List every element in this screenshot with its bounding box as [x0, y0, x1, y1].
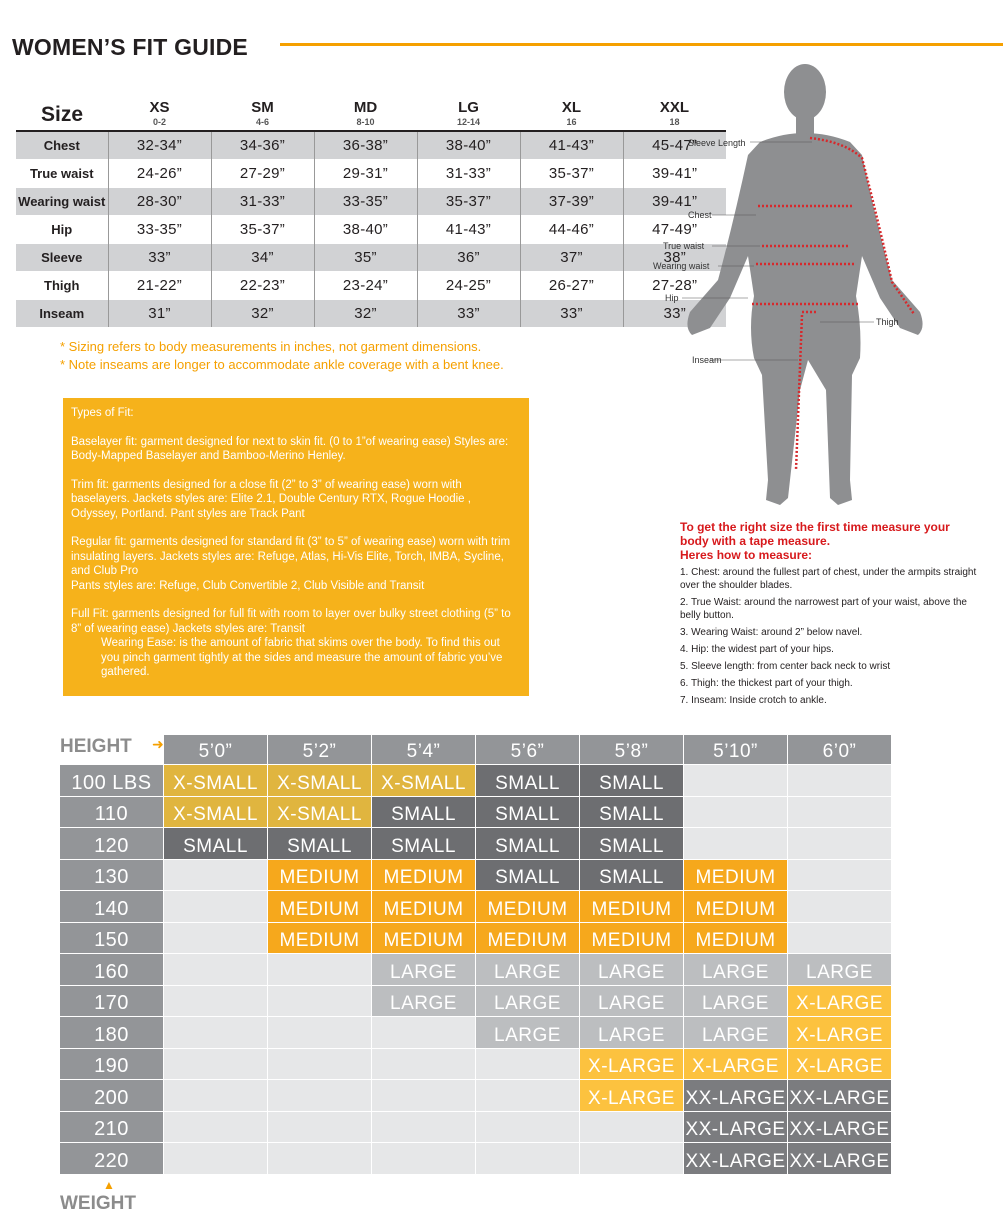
size-cell: 36-38”: [314, 131, 417, 160]
weight-row-header: 190: [60, 1049, 163, 1080]
size-row-label: Wearing waist: [16, 188, 108, 216]
size-cell: 33”: [623, 300, 726, 328]
size-grid-cell: LARGE: [476, 986, 579, 1017]
size-grid-cell: [476, 1049, 579, 1080]
size-row: [16, 244, 726, 272]
height-column-header: 5’4”: [372, 735, 475, 764]
size-grid-cell: X-LARGE: [788, 986, 891, 1017]
size-cell: 37”: [520, 244, 623, 272]
size-numeric: 8-10: [356, 117, 375, 127]
page-title: WOMEN’S FIT GUIDE: [12, 34, 248, 60]
size-grid-cell: X-SMALL: [268, 797, 371, 828]
size-grid-cell: SMALL: [164, 828, 267, 859]
size-grid-cell: LARGE: [684, 954, 787, 985]
weight-row-header: 150: [60, 923, 163, 954]
fit-wearing-ease: Wearing Ease: is the amount of fabric that skims over the body. To find this out you pinch garment tightly at the sides and measure the amount of fabric you’ve gathered.: [101, 637, 503, 678]
size-numeric: 0-2: [152, 117, 166, 127]
size-row: [16, 188, 726, 216]
size-grid-cell: [788, 891, 891, 922]
size-grid-cell: MEDIUM: [476, 923, 579, 954]
size-grid-cell: LARGE: [684, 1017, 787, 1048]
size-grid-cell: [684, 828, 787, 859]
size-cell: 33”: [417, 300, 520, 328]
size-row: [16, 131, 726, 160]
size-grid-cell: [164, 1112, 267, 1143]
size-grid-cell: MEDIUM: [268, 860, 371, 891]
size-cell: 23-24”: [314, 272, 417, 300]
weight-row-header: 110: [60, 797, 163, 828]
size-header-label: Size: [40, 103, 84, 126]
size-grid-cell: [684, 797, 787, 828]
size-grid-cell: [788, 828, 891, 859]
size-grid-cell: LARGE: [476, 1017, 579, 1048]
size-grid-cell: [788, 923, 891, 954]
size-grid-cell: [372, 1049, 475, 1080]
measure-step: 1. Chest: around the fullest part of chest, under the armpits straight over the shoulder blades.: [680, 567, 977, 591]
fit-regular-pants: Pants styles are: Refuge, Club Convertible 2, Club Visible and Transit: [71, 579, 425, 592]
size-grid-cell: X-LARGE: [580, 1049, 683, 1080]
weight-row-header: 180: [60, 1017, 163, 1048]
weight-row-header: 160: [60, 954, 163, 985]
size-grid-cell: SMALL: [580, 860, 683, 891]
size-row: [16, 160, 726, 188]
measure-step: 6. Thigh: the thickest part of your thigh.: [680, 678, 853, 689]
size-grid-cell: LARGE: [372, 954, 475, 985]
measure-step: 5. Sleeve length: from center back neck to wrist: [680, 661, 891, 672]
size-grid-cell: SMALL: [580, 765, 683, 796]
size-grid-cell: [268, 954, 371, 985]
fit-regular: Regular fit: garments designed for standard fit (3” to 5” of wearing ease) worn with trim insulating layers. Jackets styles are: Refuge, Atlas, Hi-Vis Elite, Torch, IMBA, Sycline, and Club Pro: [71, 536, 511, 577]
height-axis-label: HEIGHT: [60, 736, 132, 757]
title-rule: [280, 43, 1003, 46]
size-numeric: 4-6: [255, 117, 269, 127]
size-grid-cell: [164, 1143, 267, 1174]
size-grid-cell: X-LARGE: [580, 1080, 683, 1111]
body-silhouette-icon: [630, 60, 980, 530]
size-grid-cell: [788, 797, 891, 828]
label-sleeve-length: Sleeve Length: [688, 138, 746, 148]
size-row-label: Hip: [16, 216, 108, 244]
measure-intro: To get the right size the first time measure your body with a tape measure.: [680, 520, 950, 548]
size-grid-cell: SMALL: [476, 765, 579, 796]
size-cell: 29-31”: [314, 160, 417, 188]
arrow-right-icon: ➜: [152, 736, 164, 752]
size-grid-cell: MEDIUM: [268, 891, 371, 922]
size-grid-cell: XX-LARGE: [684, 1112, 787, 1143]
size-grid-cell: LARGE: [372, 986, 475, 1017]
size-grid-cell: [164, 1017, 267, 1048]
size-cell: 24-26”: [108, 160, 211, 188]
height-column-header: 5’8”: [580, 735, 683, 764]
size-name: SM: [251, 99, 274, 116]
size-grid-cell: [268, 1049, 371, 1080]
size-cell: 27-28”: [623, 272, 726, 300]
size-grid-cell: [164, 1080, 267, 1111]
measure-how: Heres how to measure:: [680, 548, 813, 562]
fit-trim: Trim fit: garments designed for a close fit (2” to 3” of wearing ease) worn with baselayers. Jackets styles are: Elite 2.1, Double Century RTX, Rogue Hoodie , Odyssey, Portland. Pant styles are Track Pant: [71, 478, 471, 520]
size-grid-cell: [268, 1112, 371, 1143]
size-cell: 38-40”: [314, 216, 417, 244]
size-grid-cell: X-SMALL: [268, 765, 371, 796]
size-row: [16, 272, 726, 300]
size-row-label: Chest: [16, 131, 108, 160]
size-col-md: [314, 100, 417, 131]
size-cell: 37-39”: [520, 188, 623, 216]
size-grid-cell: LARGE: [788, 954, 891, 985]
weight-row-header: 140: [60, 891, 163, 922]
size-cell: 26-27”: [520, 272, 623, 300]
size-col-xs: [108, 100, 211, 131]
size-cell: 35”: [314, 244, 417, 272]
measure-step: 3. Wearing Waist: around 2” below navel.: [680, 627, 863, 638]
size-grid-cell: SMALL: [580, 797, 683, 828]
measure-step: 7. Inseam: Inside crotch to ankle.: [680, 695, 827, 706]
size-grid-cell: [476, 1143, 579, 1174]
size-cell: 41-43”: [417, 216, 520, 244]
size-numeric: 16: [566, 117, 577, 127]
size-cell: 32”: [211, 300, 314, 328]
size-grid-cell: [372, 1080, 475, 1111]
height-column-header: 5’2”: [268, 735, 371, 764]
weight-axis-label: WEIGHT: [60, 1193, 136, 1214]
size-grid-cell: X-LARGE: [684, 1049, 787, 1080]
size-grid-cell: MEDIUM: [580, 891, 683, 922]
size-grid-cell: XX-LARGE: [788, 1143, 891, 1174]
size-cell: 35-37”: [520, 160, 623, 188]
size-grid-cell: MEDIUM: [580, 923, 683, 954]
measure-step: 4. Hip: the widest part of your hips.: [680, 644, 834, 655]
fit-full: Full Fit: garments designed for full fit with room to layer over bulky street clothing (5” to 8” of wearing ease) Jackets styles are: Transit: [71, 608, 511, 635]
size-grid-cell: SMALL: [580, 828, 683, 859]
label-inseam: Inseam: [692, 355, 722, 365]
size-name: XXL: [659, 99, 690, 116]
size-grid-cell: [164, 954, 267, 985]
label-hip: Hip: [665, 293, 679, 303]
size-cell: 38-40”: [417, 131, 520, 160]
size-cell: 39-41”: [623, 188, 726, 216]
size-grid-cell: SMALL: [372, 828, 475, 859]
size-grid-cell: [476, 1080, 579, 1111]
size-grid-cell: [268, 1017, 371, 1048]
size-grid-cell: [268, 1080, 371, 1111]
weight-row-header: 220: [60, 1143, 163, 1174]
size-cell: 31”: [108, 300, 211, 328]
size-grid-cell: XX-LARGE: [788, 1080, 891, 1111]
size-grid-cell: LARGE: [580, 986, 683, 1017]
weight-row-header: 120: [60, 828, 163, 859]
size-cell: 21-22”: [108, 272, 211, 300]
size-row: [16, 216, 726, 244]
height-column-header: 6’0”: [788, 735, 891, 764]
size-numeric: 18: [669, 117, 680, 127]
label-thigh: Thigh: [876, 317, 899, 327]
body-figure: [630, 60, 980, 530]
size-grid-cell: MEDIUM: [476, 891, 579, 922]
height-column-header: 5’0”: [164, 735, 267, 764]
size-grid-cell: X-SMALL: [164, 765, 267, 796]
size-grid-cell: [164, 1049, 267, 1080]
size-cell: 38”: [623, 244, 726, 272]
size-grid-cell: [268, 1143, 371, 1174]
size-grid-cell: [580, 1112, 683, 1143]
size-grid-cell: [684, 765, 787, 796]
size-grid-cell: XX-LARGE: [684, 1143, 787, 1174]
height-column-header: 5’10”: [684, 735, 787, 764]
size-cell: 35-37”: [417, 188, 520, 216]
size-grid-cell: [476, 1112, 579, 1143]
size-cell: 27-29”: [211, 160, 314, 188]
size-grid-cell: MEDIUM: [684, 860, 787, 891]
size-grid-cell: [372, 1143, 475, 1174]
size-grid-cell: X-SMALL: [164, 797, 267, 828]
weight-row-header: 130: [60, 860, 163, 891]
size-grid-cell: [788, 765, 891, 796]
measure-steps: [680, 566, 980, 707]
size-cell: 39-41”: [623, 160, 726, 188]
size-grid-cell: SMALL: [476, 797, 579, 828]
size-cell: 33-35”: [108, 216, 211, 244]
size-grid-cell: MEDIUM: [372, 891, 475, 922]
size-grid-cell: [788, 860, 891, 891]
size-grid-cell: SMALL: [372, 797, 475, 828]
size-cell: 44-46”: [520, 216, 623, 244]
size-row: [16, 300, 726, 328]
label-wearing-waist: Wearing waist: [653, 261, 710, 271]
size-row-label: Sleeve: [16, 244, 108, 272]
size-numeric: 12-14: [456, 117, 481, 127]
weight-row-header: 210: [60, 1112, 163, 1143]
size-cell: 47-49”: [623, 216, 726, 244]
size-cell: 24-25”: [417, 272, 520, 300]
size-grid-cell: X-LARGE: [788, 1049, 891, 1080]
size-grid-cell: X-LARGE: [788, 1017, 891, 1048]
measure-instructions: [680, 520, 980, 711]
size-table: [16, 100, 726, 327]
size-name: LG: [458, 99, 479, 116]
size-cell: 36”: [417, 244, 520, 272]
size-cell: 32-34”: [108, 131, 211, 160]
size-cell: 33”: [520, 300, 623, 328]
note-line: * Note inseams are longer to accommodate ankle coverage with a bent knee.: [60, 357, 504, 372]
size-row-label: Thigh: [16, 272, 108, 300]
label-chest: Chest: [688, 210, 712, 220]
size-col-xl: [520, 100, 623, 131]
size-grid-cell: SMALL: [476, 828, 579, 859]
size-grid-cell: [164, 923, 267, 954]
size-cell: 34”: [211, 244, 314, 272]
size-grid-cell: [580, 1143, 683, 1174]
size-cell: 22-23”: [211, 272, 314, 300]
size-grid-cell: [372, 1017, 475, 1048]
note-line: * Sizing refers to body measurements in inches, not garment dimensions.: [60, 339, 482, 354]
size-cell: 33-35”: [314, 188, 417, 216]
size-cell: 31-33”: [211, 188, 314, 216]
size-grid-cell: LARGE: [580, 1017, 683, 1048]
size-cell: 41-43”: [520, 131, 623, 160]
size-grid-cell: MEDIUM: [268, 923, 371, 954]
size-cell: 32”: [314, 300, 417, 328]
size-grid-cell: XX-LARGE: [788, 1112, 891, 1143]
size-cell: 31-33”: [417, 160, 520, 188]
size-name: XL: [561, 99, 582, 116]
size-col-lg: [417, 100, 520, 131]
fit-types-heading: Types of Fit:: [71, 407, 134, 419]
height-column-header: 5’6”: [476, 735, 579, 764]
weight-row-header: 170: [60, 986, 163, 1017]
size-grid-cell: SMALL: [476, 860, 579, 891]
size-cell: 28-30”: [108, 188, 211, 216]
size-table-header: [16, 100, 726, 131]
size-grid-cell: [372, 1112, 475, 1143]
size-grid-cell: MEDIUM: [372, 923, 475, 954]
size-name: MD: [353, 99, 378, 116]
size-grid-cell: MEDIUM: [372, 860, 475, 891]
size-grid-cell: LARGE: [580, 954, 683, 985]
size-col-sm: [211, 100, 314, 131]
fit-types-box: [63, 398, 529, 696]
size-grid-cell: MEDIUM: [684, 891, 787, 922]
arrow-up-icon: ▲: [103, 1178, 115, 1192]
size-grid-cell: XX-LARGE: [684, 1080, 787, 1111]
size-grid-cell: [268, 986, 371, 1017]
size-grid-cell: LARGE: [684, 986, 787, 1017]
size-cell: 45-47”: [623, 131, 726, 160]
size-cell: 34-36”: [211, 131, 314, 160]
size-grid-cell: SMALL: [268, 828, 371, 859]
size-grid-cell: X-SMALL: [372, 765, 475, 796]
size-name: XS: [149, 99, 170, 116]
weight-row-header: 200: [60, 1080, 163, 1111]
size-notes: [60, 338, 504, 374]
measure-step: 2. True Waist: around the narrowest part of your waist, above the belly button.: [680, 597, 967, 621]
size-grid-cell: MEDIUM: [684, 923, 787, 954]
size-grid-cell: [164, 986, 267, 1017]
size-grid-cell: [164, 860, 267, 891]
fit-baselayer: Baselayer fit: garment designed for next to skin fit. (0 to 1”of wearing ease) Styles are: Body-Mapped Baselayer and Bamboo-Merino Henley.: [71, 435, 509, 462]
size-grid-cell: LARGE: [476, 954, 579, 985]
size-cell: 35-37”: [211, 216, 314, 244]
label-true-waist: True waist: [663, 241, 705, 251]
weight-row-header: 100 LBS: [60, 765, 163, 796]
size-row-label: True waist: [16, 160, 108, 188]
size-grid-cell: [164, 891, 267, 922]
size-cell: 33”: [108, 244, 211, 272]
size-row-label: Inseam: [16, 300, 108, 328]
